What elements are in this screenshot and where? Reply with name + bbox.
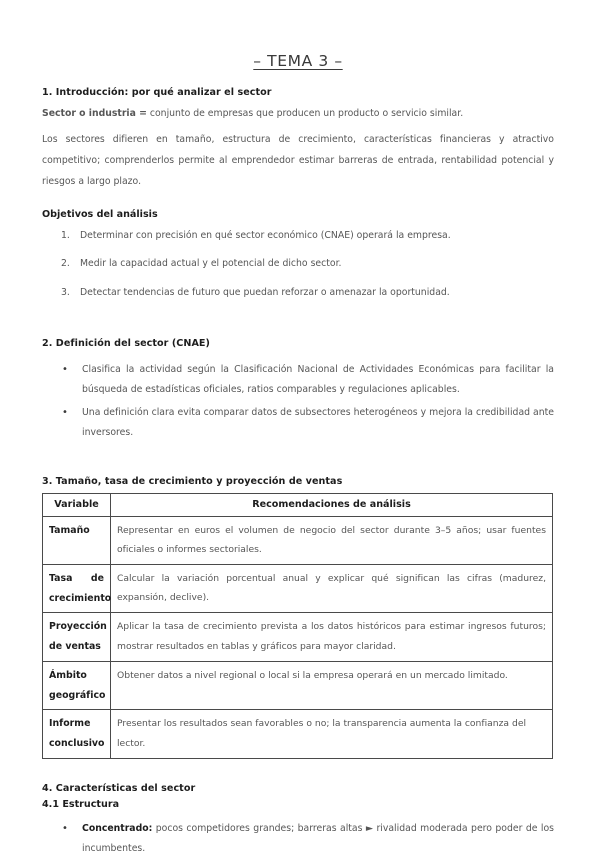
objectives-list (42, 229, 554, 300)
page-title-text: – TEMA 3 – (253, 52, 343, 70)
table-column-header-recommendations: Recomendaciones de análisis (111, 493, 553, 516)
table-cell-recommendation: Aplicar la tasa de crecimiento prevista a los datos históricos para estimar ingresos futuros; mostrar resultados en tablas y gráficos para mayor claridad. (111, 613, 553, 662)
list-item-number: 1. (61, 229, 70, 241)
spacer (42, 195, 554, 209)
table-cell-variable: Tasa de crecimiento (43, 564, 111, 613)
table-cell-recommendation: Presentar los resultados sean favorables o no; la transparencia aumenta la confianza del lector. (111, 710, 553, 759)
table-cell-variable: Informe conclusivo (43, 710, 111, 759)
list-item (42, 819, 554, 860)
table-header-row (43, 493, 553, 516)
table-cell-variable: Tamaño (43, 517, 111, 565)
list-item-number: 3. (61, 286, 70, 298)
list-item-label: pocos competidores grandes; barreras altas ► rivalidad moderada pero poder de los incumbentes. (82, 822, 554, 855)
page-title (42, 52, 554, 71)
table-cell-recommendation: Obtener datos a nivel regional o local si la empresa operará en un mercado limitado. (111, 661, 553, 710)
section-3-heading: 3. Tamaño, tasa de crecimiento y proyección de ventas (42, 475, 343, 487)
table-row (43, 564, 553, 613)
list-item: • Una definición clara evita comparar datos de subsectores heterogéneos y mejora la credibilidad ante inversores. (42, 403, 554, 444)
sector-definition-term: Sector o industria = (42, 107, 147, 119)
list-item-lead: Concentrado: (82, 822, 153, 834)
sector-definition (42, 104, 554, 124)
table-row (43, 710, 553, 759)
table-cell-variable: Proyección de ventas (43, 613, 111, 662)
spacer (42, 759, 554, 783)
sector-definition-text: conjunto de empresas que producen un producto o servicio similar. (146, 107, 464, 119)
structure-bullet-list (42, 819, 554, 860)
table-row (43, 613, 553, 662)
table-cell-variable: Ámbito geográfico (43, 661, 111, 710)
spacer (42, 446, 554, 476)
cnae-bullet-list (42, 360, 554, 444)
list-item: • Clasifica la actividad según la Clasificación Nacional de Actividades Económicas para facilitar la búsqueda de estadísticas oficiales, ratios comparables y regulaciones aplicables. (42, 360, 554, 401)
objectives-heading: Objetivos del análisis (42, 208, 158, 220)
list-item (42, 229, 554, 243)
list-item (42, 286, 554, 300)
table-row (43, 517, 553, 565)
list-item-number: 2. (61, 258, 70, 270)
list-item (42, 257, 554, 271)
table-column-header-variable: Variable (43, 493, 111, 516)
section-1-heading: 1. Introducción: por qué analizar el sector (42, 86, 272, 98)
list-item-label: Determinar con precisión en qué sector económico (CNAE) operará la empresa. (80, 229, 451, 241)
section-1-paragraph: Los sectores difieren en tamaño, estructura de crecimiento, características financieras y atractivo competitivo; comprenderlos permite al emprendedor estimar barreras de entrada, rentabilidad potencial y riesgos a largo plazo. (42, 134, 554, 187)
recommendations-table (42, 493, 553, 759)
table-row (43, 661, 553, 710)
spacer (42, 314, 554, 338)
section-4-1-heading: 4.1 Estructura (42, 798, 120, 810)
section-2-heading: 2. Definición del sector (CNAE) (42, 337, 210, 349)
list-item-label: Medir la capacidad actual y el potencial de dicho sector. (80, 258, 342, 270)
table-cell-recommendation: Calcular la variación porcentual anual y explicar qué significan las cifras (madurez, expansión, declive). (111, 564, 553, 613)
section-4-heading: 4. Características del sector (42, 782, 196, 794)
list-item-label: Detectar tendencias de futuro que puedan reforzar o amenazar la oportunidad. (80, 286, 450, 298)
table-cell-recommendation: Representar en euros el volumen de negocio del sector durante 3–5 años; usar fuentes oficiales o informes sectoriales. (111, 517, 553, 565)
